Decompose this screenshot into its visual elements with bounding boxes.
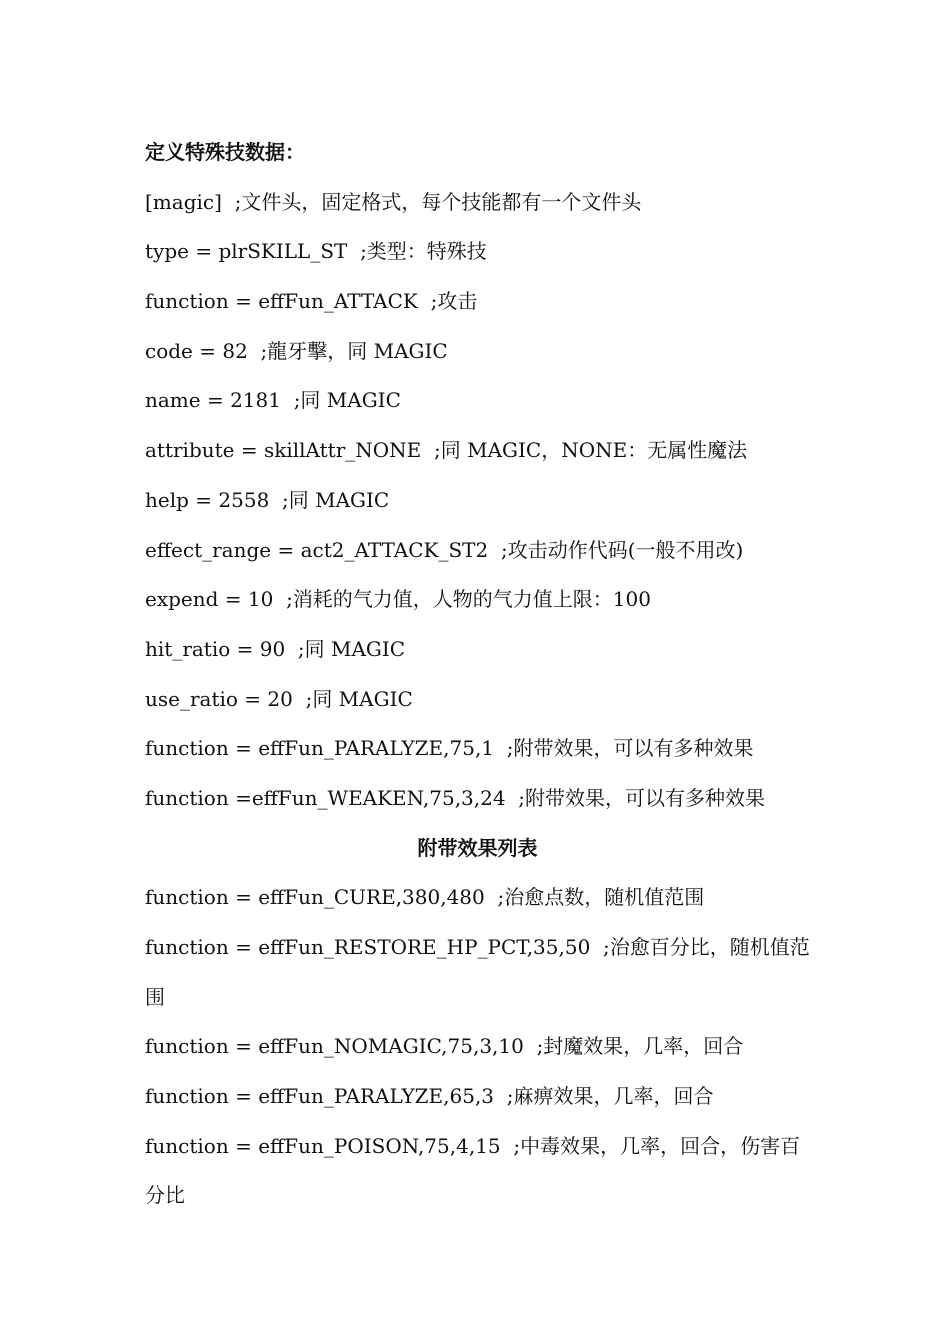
code-line: use_ratio = 20 ;同 MAGIC xyxy=(145,686,413,711)
code-line: type = plrSKILL_ST ;类型：特殊技 xyxy=(145,239,487,264)
effect-line: function = effFun_RESTORE_HP_PCT,35,50 ;治愈百分比，随机值范围 xyxy=(145,935,810,1009)
code-line: attribute = skillAttr_NONE ;同 MAGIC，NONE：无属性魔法 xyxy=(145,438,748,463)
effect-line: function = effFun_PARALYZE,65,3 ;麻痹效果，几率，回合 xyxy=(145,1084,714,1109)
effect-line: function = effFun_POISON,75,4,15 ;中毒效果，几率，回合，伤害百分比 xyxy=(145,1133,801,1208)
effect-line: function = effFun_CURE,380,480 ;治愈点数，随机值范围 xyxy=(145,885,705,910)
code-line: help = 2558 ;同 MAGIC xyxy=(145,487,390,512)
code-line: expend = 10 ;消耗的气力值，人物的气力值上限：100 xyxy=(145,587,651,612)
code-line: function = effFun_ATTACK ;攻击 xyxy=(145,289,478,314)
code-line: function =effFun_WEAKEN,75,3,24 ;附带效果，可以有多种效果 xyxy=(145,785,766,810)
subsection-title: 附带效果列表 xyxy=(417,835,538,860)
code-line: [magic] ;文件头，固定格式，每个技能都有一个文件头 xyxy=(145,189,642,214)
code-line: code = 82 ;龍牙擊，同 MAGIC xyxy=(145,338,448,363)
code-line: function = effFun_PARALYZE,75,1 ;附带效果，可以有多种效果 xyxy=(145,736,754,761)
code-line: name = 2181 ;同 MAGIC xyxy=(145,388,401,413)
code-line: effect_range = act2_ATTACK_ST2 ;攻击动作代码(一般不用改) xyxy=(145,537,744,562)
document-body xyxy=(145,128,810,1221)
effect-line: function = effFun_NOMAGIC,75,3,10 ;封魔效果，几率，回合 xyxy=(145,1034,744,1059)
section-title: 定义特殊技数据： xyxy=(145,140,305,164)
code-line: hit_ratio = 90 ;同 MAGIC xyxy=(145,636,406,661)
